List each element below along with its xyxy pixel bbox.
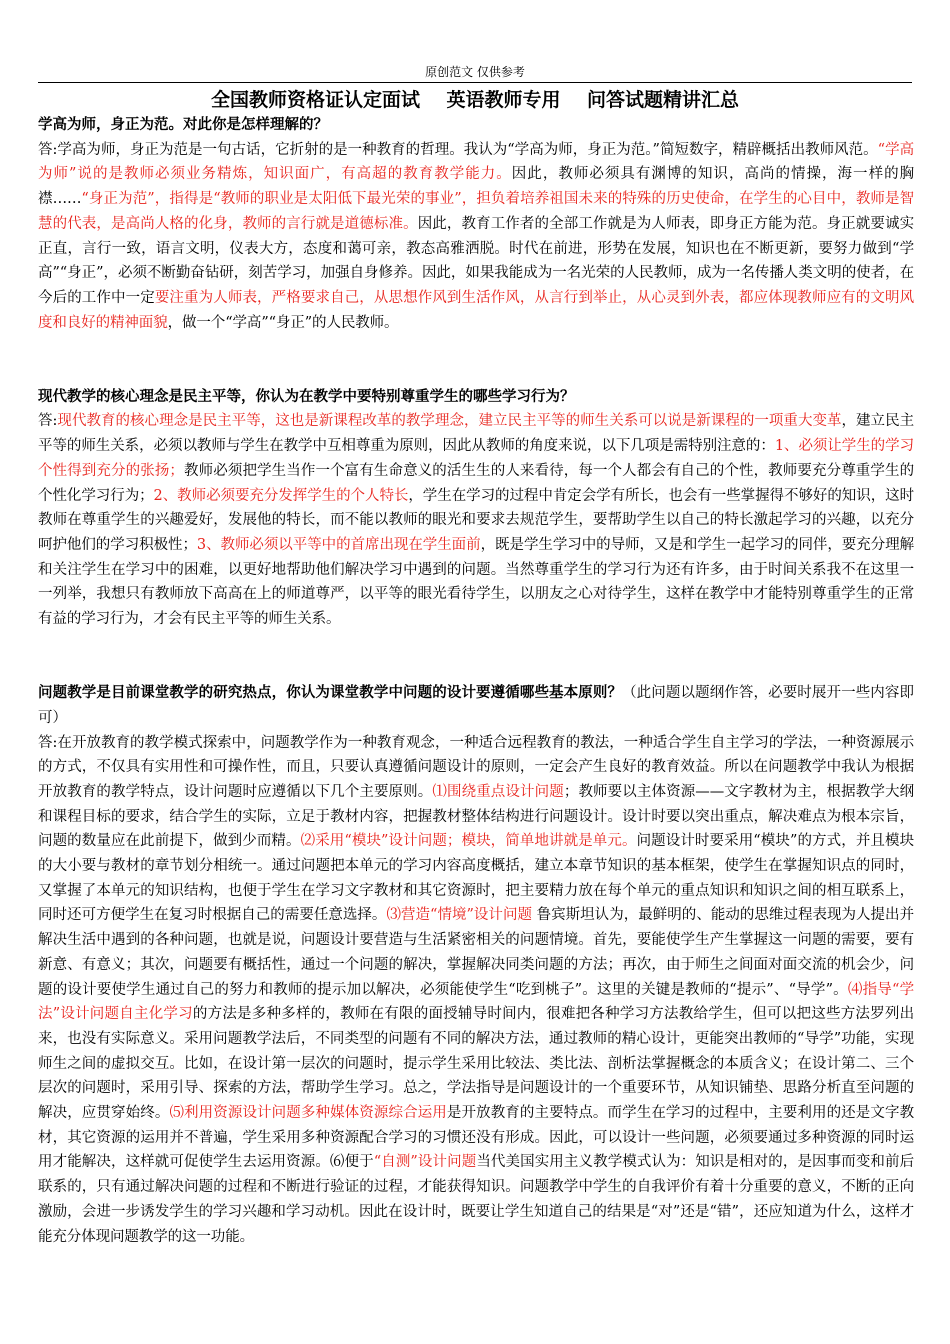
answer-3-highlight: “自测”设计问题 [373,1154,477,1171]
document-title: 全国教师资格证认定面试 英语教师专用 问答试题精讲汇总 [211,89,739,111]
question-2-text: 现代教学的核心理念是民主平等，你认为在教学中要特别尊重学生的哪些学习行为？ [38,388,575,405]
answer-2-seg: ，建立民主平等的师生关系，必须以教师与学生在教学中互相尊重为原则，因此从教师的角度来说，以下几项是需特别注意的： [38,413,914,455]
answer-2-seg: 教师必须把学生当作一个富有生命意义的活生生的人来看待，每一个人都会有自己的个性，教师要充分尊重学生的个性化学习行为； [38,462,915,504]
answer-1 [38,138,914,336]
qa-section-2 [38,385,914,632]
question-1-text: 学高为师，身正为范。对此你是怎样理解的？ [38,117,328,133]
answer-1-seg: ，做一个“学高”“身正”的人民教师。 [167,314,399,331]
question-1 [38,113,914,138]
answer-1-seg: 答:学高为师，身正为范是一句古话，它折射的是一种教育的哲理。我认为“学高为师，身正为范。”简短数字，精辟概括出教师风范。 [38,141,878,158]
question-2 [38,385,914,410]
section-gap [38,360,914,385]
answer-2-highlight: 1、必须让学生的学习个性得到充分的张扬； [38,438,914,479]
answer-2-seg: 答: [38,413,58,430]
header-note: 原创范文 仅供参考 [425,65,525,79]
answer-3-highlight: ⑸利用资源设计问题多种媒体资源综合运用 [169,1105,447,1122]
answer-2-highlight: 3、教师必须以平等中的首席出现在学生面前 [196,536,481,553]
answer-2-highlight: 2、教师必须要充分发挥学生的个人特长 [153,487,409,504]
answer-2-seg: ，学生在学习的过程中肯定会学有所长，也会有一些掌握得不够好的知识，这时教师在尊重学生的兴趣爱好，发展他的特长，而不能以教师的眼光和要求去规范学生，要帮助学生以自己的特长激起学习的兴趣，以充分呵护他们的学习积极性； [38,487,914,553]
answer-3-seg: 鲁宾斯坦认为，最鲜明的、能动的思维过程表现为人提出并解决生活中遇到的各种问题，也就是说，问题设计要营造与生活紧密相关的问题情境。首先，要能使学生产生掌握这一问题的需要，要有新意、有意义；其次，问题要有概括性，通过一个问题的解决，掌握解决同类问题的方法；再次，由于师生之间面对面交流的机会少，问题的设计要使学生通过自己的努力和教师的提示加以解决，必须能使学生“吃到桃子”。这里的关键是教师的“提示”、“导学”。 [38,907,914,998]
answer-3-seg: 的方法是多种多样的，教师在有限的面授辅导时间内，很难把各种学习方法教给学生，但可以把这些方法罗列出来，也没有实际意义。采用问题教学法后，不同类型的问题有不同的解决方法，通过教师的精心设计，更能突出教师的“导学”功能，实现师生之间的虚拟交互。比如，在设计第一层次的问题时，提示学生采用比较法、类比法、剖析法掌握概念的本质含义；在设计第二、三个层次的问题时，采用引导、探索的方法，帮助学生学习。总之，学法指导是问题设计的一个重要环节，从知识铺垫、思路分析直至问题的解决，应贯穿始终。 [38,1006,914,1122]
question-3 [38,681,914,730]
section-gap [38,632,914,657]
answer-1-seg: 因此，教育工作者的全部工作就是为人师表，即身正方能为范。身正就要诚实正直，言行一致，语言文明，仪表大方，态度和蔼可亲，教态高雅洒脱。时代在前进，形势在发展，知识也在不断更新，要努力做到“学高”“身正”，必须不断勤奋钻研，刻苦学习，加强自身修养。因此，如果我能成为一名光荣的人民教师，成为一名传播人类文明的使者，在今后的工作中一定 [38,215,914,306]
answer-2-highlight: 现代教育的核心理念是民主平等，这也是新课程改革的教学理念，建立民主平等的师生关系可以说是新课程的一项重大变革 [57,413,842,430]
answer-2-seg: ，既是学生学习中的导师，又是和学生一起学习的同伴，要充分理解和关注学生在学习中的困难，以更好地帮助他们解决学习中遇到的问题。当然尊重学生的学习行为还有许多，由于时间关系我不在这里一一列举，我想只有教师放下高高在上的师道尊严，以平等的眼光看待学生，以朋友之心对待学生，这样在教学中才能特别尊重学生的正常有益的学习行为，才会有民主平等的师生关系。 [38,536,914,628]
qa-section-1 [38,113,914,335]
section-gap [38,656,914,681]
answer-1-highlight: 要注重为人师表，严格要求自己，从思想作风到生活作风，从言行到举止，从心灵到外表，都应体现教师应有的文明风度和良好的精神面貌 [38,289,914,331]
header-rule [38,82,912,83]
answer-1-highlight: “学高为师”说的是教师必须业务精炼，知识面广，有高超的教育教学能力。 [38,141,914,183]
answer-3-highlight: ⑷指导“学法”设计问题自主化学习 [38,981,914,1023]
answer-1-seg: 因此，教师必须具有渊博的知识，高尚的情操，海一样的胸襟…… [38,166,914,208]
answer-3-seg: ；教师要以主体资源——文字教材为主，根据教学大纲和课程目标的要求，结合学生的实际，立足于教材内容，把握教材整体结构进行问题设计。设计时要以突出重点，解决难点为根本宗旨，问题的数量应在此前提下，做到少而精。 [38,783,914,850]
section-gap [38,335,914,360]
answer-1-highlight: “身正为范”，指得是“教师的职业是太阳低下最光荣的事业”，担负着培养祖国未来的特殊的历史使命，在学生的心目中，教师是智慧的代表，是高尚人格的化身，教师的言行就是道德标准。 [38,191,915,232]
answer-3-seg: 当代美国实用主义教学模式认为：知识是相对的，是因事而变和前后联系的，只有通过解决问题的过程和不断进行验证的过程，才能获得知识。问题教学中学生的自我评价有着十分重要的意义，不断的正向激励，会进一步诱发学生的学习兴趣和学习动机。因此在设计时，既要让学生知道自己的结果是“对”还是“错”，还应知道为什么，这样才能充分体现问题教学的这一功能。 [38,1154,915,1245]
answer-3-seg: 问题设计时要采用“模块”的方式，并且模块的大小要与教材的章节划分相统一。通过问题把本单元的学习内容高度概括，建立本章节知识的基本框架，使学生在掌握知识点的同时，又掌握了本单元的知识结构，也便于学生在学习文字教材和其它资源时，把主要精力放在每个单元的重点知识和知识之间的相互联系上，同时还可方便学生在复习时根据自己的需要任意选择。 [38,833,914,924]
answer-3-seg: 答:在开放教育的教学模式探索中，问题教学作为一种教育观念，一种适合远程教育的教法，一种适合学生自主学习的学法，一种资源展示的方式，不仅具有实用性和可操作性，而且，只要认真遵循问题设计的原则，一定会产生良好的教育效益。所以在问题教学中我认为根据开放教育的教学特点，设计问题时应遵循以下几个主要原则。 [38,734,914,800]
qa-section-3 [38,681,914,1249]
answer-3 [38,731,914,1250]
answer-3-highlight: ⑴围绕重点设计问题 [432,783,564,800]
answer-3-highlight: ⑶营造“情境”设计问题 [386,907,532,924]
answer-3-highlight: ⑵采用“模块”设计问题；模块，简单地讲就是单元。 [300,833,637,850]
document-body [38,113,914,1249]
question-3-text: 问题教学是目前课堂教学的研究热点，你认为课堂教学中问题的设计要遵循哪些基本原则？ [38,685,623,702]
question-3-note: （此问题以题纲作答，必要时展开一些内容即可） [38,685,915,726]
answer-2 [38,409,914,631]
answer-3-seg: 是开放教育的主要特点。而学生在学习的过程中，主要利用的还是文字教材，其它资源的运用并不普遍，学生采用多种资源配合学习的习惯还没有形成。因此，可以设计一些问题，必须要通过多种资源的同时运用才能解决，这样就可促使学生去运用资源。⑹便于 [38,1105,914,1171]
